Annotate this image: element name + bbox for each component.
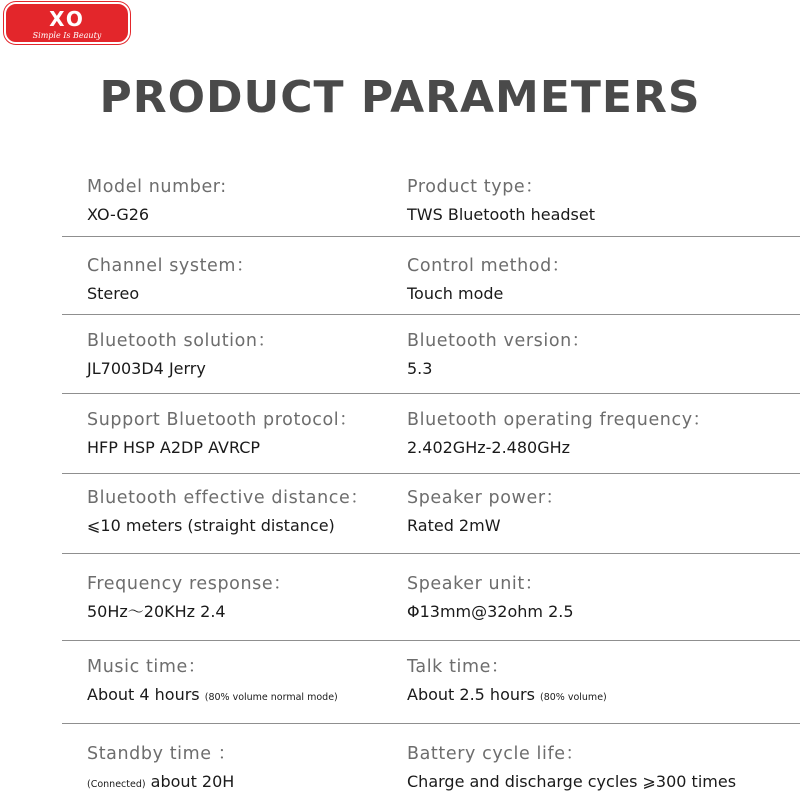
param-label: Control method： [407,256,570,276]
param-control-method [407,254,800,305]
param-value: Stereo [87,284,140,303]
param-label: Speaker unit： [407,574,543,594]
param-value: Rated 2mW [407,516,501,535]
param-value: Φ13mm@32ohm 2.5 [407,602,574,621]
param-label: Battery cycle life： [407,744,584,764]
parameters-table [0,160,800,800]
param-label: Frequency response： [87,574,292,594]
parameter-row-2 [0,237,800,315]
param-value: Charge and discharge cycles ⩾300 times [407,772,737,791]
param-speaker-power [407,486,800,537]
param-channel-system [87,254,397,305]
param-battery-cycle-life [407,742,800,793]
parameter-row-5 [0,474,800,554]
param-label: Model number: [87,177,227,197]
param-label: Speaker power： [407,488,564,508]
param-value: TWS Bluetooth headset [407,205,595,224]
param-value: 50Hz～20KHz 2.4 [87,602,226,621]
param-bluetooth-protocol [87,408,397,459]
param-value-prefix: (Connected) [87,779,146,790]
param-model-number [87,175,397,226]
param-value [407,684,800,709]
param-value: JL7003D4 Jerry [87,359,206,378]
param-label: Support Bluetooth protocol： [87,410,358,430]
param-product-type [407,175,800,226]
brand-tagline: Simple Is Beauty [32,31,102,40]
param-value: XO-G26 [87,205,150,224]
param-label: Standby time ： [87,744,236,764]
parameter-row-8 [0,724,800,800]
param-value: ⩽10 meters (straight distance) [87,516,335,535]
param-music-time [87,655,397,709]
param-value-main: About 4 hours [87,685,200,704]
param-talk-time [407,655,800,709]
param-speaker-unit [407,572,800,623]
param-value: Touch mode [407,284,504,303]
param-value: 5.3 [407,359,433,378]
parameter-row-4 [0,394,800,474]
param-bluetooth-frequency [407,408,800,459]
param-value-main: About 2.5 hours [407,685,535,704]
brand-logo [4,2,130,44]
param-label: Music time： [87,657,206,677]
param-label: Bluetooth effective distance： [87,488,369,508]
param-label: Channel system： [87,256,255,276]
param-value-main: about 20H [150,772,235,791]
page-title: PRODUCT PARAMETERS [99,72,701,123]
parameter-row-7 [0,641,800,724]
param-label: Bluetooth solution： [87,331,276,351]
param-bluetooth-solution [87,329,397,380]
param-label: Product type： [407,177,544,197]
param-value [87,771,397,796]
param-bluetooth-version [407,329,800,380]
param-label: Bluetooth version： [407,331,590,351]
param-label: Bluetooth operating frequency： [407,410,711,430]
param-standby-time [87,742,397,796]
param-value-note: (80% volume) [540,692,607,703]
param-value: 2.402GHz-2.480GHz [407,438,571,457]
parameter-row-1 [0,160,800,237]
param-effective-distance [87,486,397,537]
param-frequency-response [87,572,397,623]
param-value: HFP HSP A2DP AVRCP [87,438,261,457]
parameter-row-3 [0,315,800,394]
param-label: Talk time： [407,657,510,677]
param-value [87,684,397,709]
param-value-note: (80% volume normal mode) [204,692,338,703]
parameter-row-6 [0,554,800,641]
brand-logo-mark: XO [49,7,85,31]
